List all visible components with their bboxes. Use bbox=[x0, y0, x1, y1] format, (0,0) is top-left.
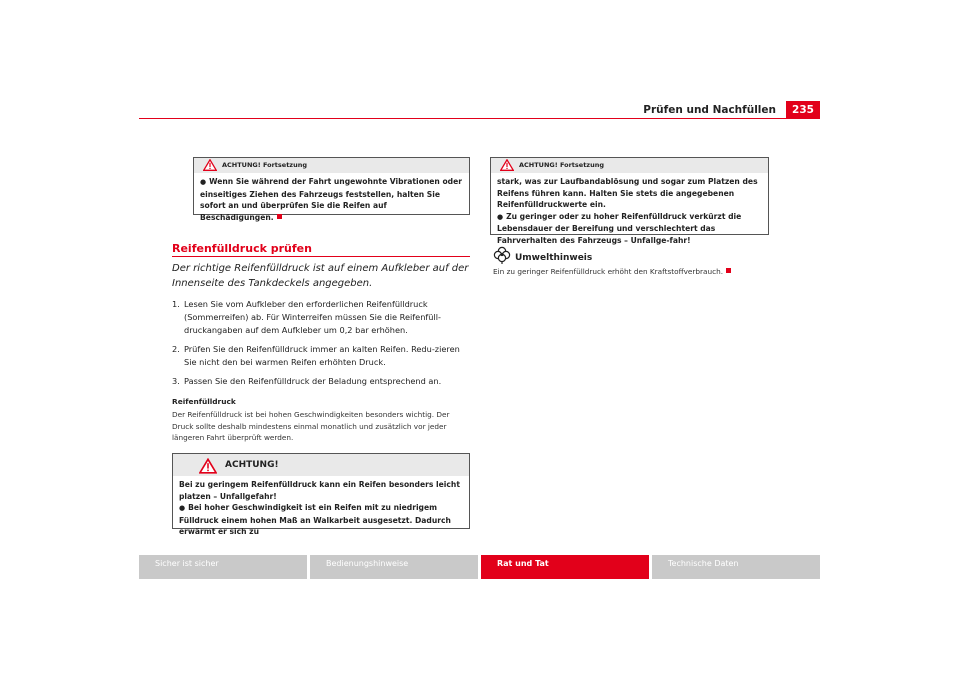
warning-triangle-icon bbox=[203, 159, 217, 171]
end-mark-icon bbox=[726, 268, 731, 273]
bullet-icon: ● bbox=[200, 178, 207, 186]
step-number: 1. bbox=[172, 299, 180, 309]
page-number: 235 bbox=[786, 101, 820, 119]
warning-label: ACHTUNG! Fortsetzung bbox=[222, 161, 307, 169]
bullet-icon: ● bbox=[497, 212, 504, 221]
warning-text: Bei hoher Geschwindigkeit ist ein Reifen mit zu niedrigem Fülldruck einem hohen Maß an Walkarbeit ausgesetzt. Dadurch erwärmt er sich zu bbox=[179, 503, 451, 536]
footer-tab-rat-und-tat[interactable] bbox=[481, 555, 649, 579]
step-number: 3. bbox=[172, 376, 180, 386]
warning-continued-left bbox=[193, 157, 470, 222]
warning-header bbox=[173, 454, 469, 476]
warning-header bbox=[194, 158, 469, 173]
warning-text: Bei zu geringem Reifenfülldruck kann ein Reifen besonders leicht platzen – Unfallgefahr! bbox=[179, 480, 460, 501]
section-divider bbox=[172, 256, 470, 257]
step-text: Lesen Sie vom Aufkleber den erforderlichen Reifenfülldruck (Sommerreifen) ab. Für Winterreifen müssen Sie die Reifenfüll-druckangaben auf dem Aufkleber um 0,2 bar erhöhen. bbox=[184, 299, 441, 335]
warning-triangle-icon bbox=[199, 458, 217, 474]
step-text: Passen Sie den Reifenfülldruck der Beladung entsprechend an. bbox=[184, 376, 442, 386]
warning-triangle-icon bbox=[500, 159, 514, 171]
warning-label: ACHTUNG! bbox=[225, 460, 279, 470]
footer-tab-label: Rat und Tat bbox=[497, 559, 549, 568]
warning-text: stark, was zur Laufbandablösung und sogar zum Platzen des Reifens führen kann. Halten Sie stets die angegebenen Reifenfülldruckwerte ein. bbox=[497, 177, 758, 209]
step-text: Prüfen Sie den Reifenfülldruck immer an kalten Reifen. Redu-zieren Sie nicht den bei warmen Reifen erhöhten Druck. bbox=[184, 344, 460, 367]
header-divider bbox=[139, 118, 820, 119]
step-number: 2. bbox=[172, 344, 180, 354]
environment-title: Umwelthinweis bbox=[515, 253, 593, 263]
steps-list bbox=[172, 298, 472, 394]
warning-label: ACHTUNG! Fortsetzung bbox=[519, 161, 604, 169]
footer-tab-label: Technische Daten bbox=[668, 559, 739, 568]
list-item bbox=[172, 298, 472, 337]
warning-body bbox=[491, 173, 768, 250]
warning-text: Zu geringer oder zu hoher Reifenfülldruck verkürzt die Lebensdauer der Bereifung und verschlechtert das Fahrverhalten des Fahrzeugs – Unfallge-fahr! bbox=[497, 211, 742, 245]
footer-tab-bedienung[interactable] bbox=[310, 555, 478, 579]
subheading: Reifenfülldruck bbox=[172, 397, 236, 406]
footer-tab-label: Sicher ist sicher bbox=[155, 559, 219, 568]
body-paragraph: Der Reifenfülldruck ist bei hohen Geschwindigkeiten besonders wichtig. Der Druck sollte deshalb mindestens einmal monatlich und zusätzlich vor jeder längeren Fahrt überprüft werden. bbox=[172, 410, 450, 442]
chapter-title: Prüfen und Nachfüllen bbox=[643, 104, 776, 116]
warning-box bbox=[172, 453, 470, 536]
list-item bbox=[172, 375, 472, 388]
environment-text-content: Ein zu geringer Reifenfülldruck erhöht den Kraftstoffverbrauch. bbox=[493, 267, 724, 276]
environment-flower-icon bbox=[493, 246, 511, 264]
list-item bbox=[172, 343, 472, 369]
warning-continued-right bbox=[490, 157, 769, 245]
warning-header bbox=[491, 158, 768, 173]
warning-text: Wenn Sie während der Fahrt ungewohnte Vibrationen oder einseitiges Ziehen des Fahrzeugs feststellen, halten Sie sofort an und überprüfen Sie die Reifen auf Beschädigungen. bbox=[200, 177, 463, 222]
section-intro: Der richtige Reifenfülldruck ist auf einem Aufkleber auf der Innenseite des Tankdeckels angegeben. bbox=[172, 263, 469, 289]
environment-text bbox=[493, 266, 793, 277]
warning-body bbox=[173, 476, 469, 542]
footer-tab-sicher[interactable] bbox=[139, 555, 307, 579]
end-mark-icon bbox=[277, 214, 282, 219]
bullet-icon: ● bbox=[179, 504, 186, 512]
footer-tab-technische-daten[interactable] bbox=[652, 555, 820, 579]
section-title: Reifenfülldruck prüfen bbox=[172, 242, 312, 255]
warning-body bbox=[194, 173, 469, 227]
footer-tab-label: Bedienungshinweise bbox=[326, 559, 409, 568]
